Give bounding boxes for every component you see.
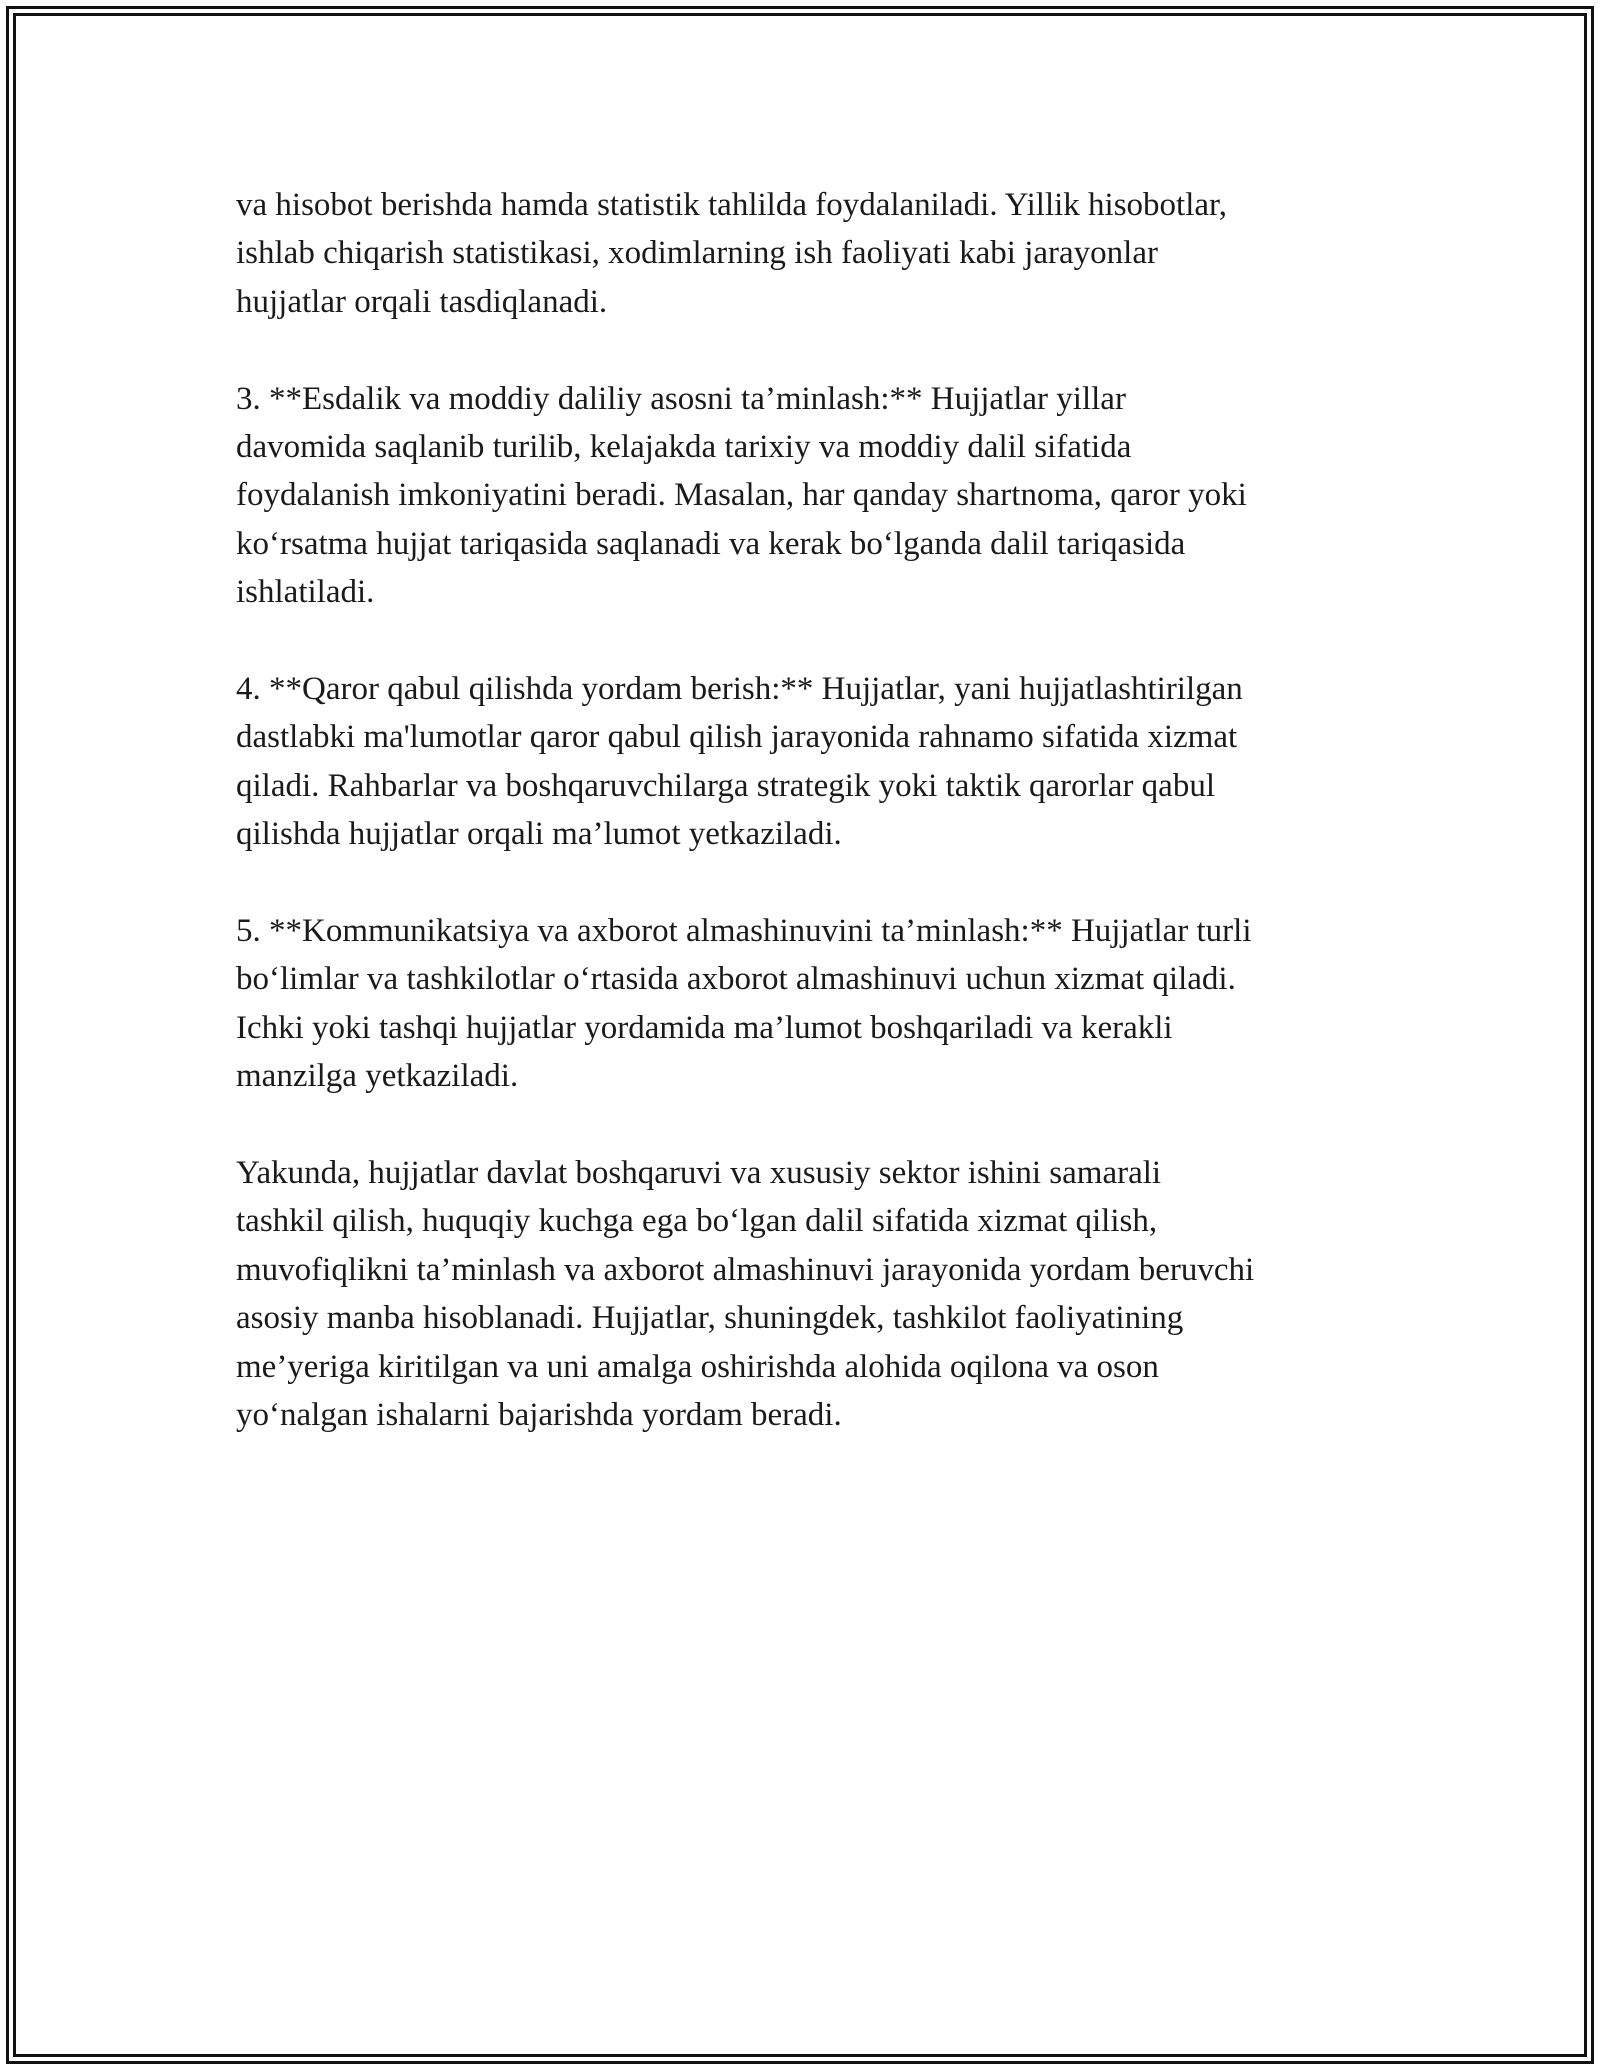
text-line: dastlabki ma'lumotlar qaror qabul qilish jarayonida rahnamo sifatida xizmat	[236, 719, 1238, 756]
text-line: foydalanish imkoniyatini beradi. Masalan, har qanday shartnoma, qaror yoki	[236, 477, 1247, 514]
text-line: me’yeriga kiritilgan va uni amalga oshirishda alohida oqilona va oson	[236, 1348, 1159, 1385]
text-line: va hisobot berishda hamda statistik tahlilda foydalaniladi. Yillik hisobotlar,	[236, 187, 1227, 223]
paragraph-item-3	[236, 375, 1396, 617]
text-line: 3. **Esdalik va moddiy daliliy asosni ta’minlash:** Hujjatlar yillar	[236, 380, 1126, 417]
text-line: qiladi. Rahbarlar va boshqaruvchilarga strategik yoki taktik qarorlar qabul	[236, 767, 1215, 804]
text-line: manzilga yetkaziladi.	[236, 1058, 519, 1095]
paragraph-intro-continuation	[236, 181, 1396, 326]
text-line: bo‘limlar va tashkilotlar o‘rtasida axborot almashinuvi uchun xizmat qiladi.	[236, 961, 1236, 998]
text-line: yo‘nalgan ishalarni bajarishda yordam beradi.	[236, 1397, 842, 1434]
text-line: 4. **Qaror qabul qilishda yordam berish:** Hujjatlar, yani hujjatlashtirilgan	[236, 671, 1243, 708]
document-body	[236, 181, 1396, 1488]
text-line: ko‘rsatma hujjat tariqasida saqlanadi va kerak bo‘lganda dalil tariqasida	[236, 525, 1186, 562]
text-line: ishlatiladi.	[236, 574, 375, 611]
text-line: muvofiqlikni ta’minlash va axborot almashinuvi jarayonida yordam beruvchi	[236, 1251, 1255, 1288]
paragraph-item-5	[236, 907, 1396, 1101]
text-line: 5. **Kommunikatsiya va axborot almashinuvini ta’minlash:** Hujjatlar turli	[236, 913, 1252, 950]
text-line: hujjatlar orqali tasdiqlanadi.	[236, 283, 608, 320]
text-line: Yakunda, hujjatlar davlat boshqaruvi va xususiy sektor ishini samarali	[236, 1155, 1162, 1192]
text-line: ishlab chiqarish statistikasi, xodimlarning ish faoliyati kabi jarayonlar	[236, 235, 1158, 272]
text-line: tashkil qilish, huquqiy kuchga ega bo‘lgan dalil sifatida xizmat qilish,	[236, 1203, 1158, 1240]
paragraph-conclusion	[236, 1149, 1396, 1439]
paragraph-item-4	[236, 665, 1396, 859]
text-line: Ichki yoki tashqi hujjatlar yordamida ma’lumot boshqariladi va kerakli	[236, 1009, 1173, 1046]
text-line: asosiy manba hisoblanadi. Hujjatlar, shuningdek, tashkilot faoliyatining	[236, 1300, 1184, 1337]
text-line: qilishda hujjatlar orqali ma’lumot yetkaziladi.	[236, 816, 842, 853]
text-line: davomida saqlanib turilib, kelajakda tarixiy va moddiy dalil sifatida	[236, 429, 1132, 466]
